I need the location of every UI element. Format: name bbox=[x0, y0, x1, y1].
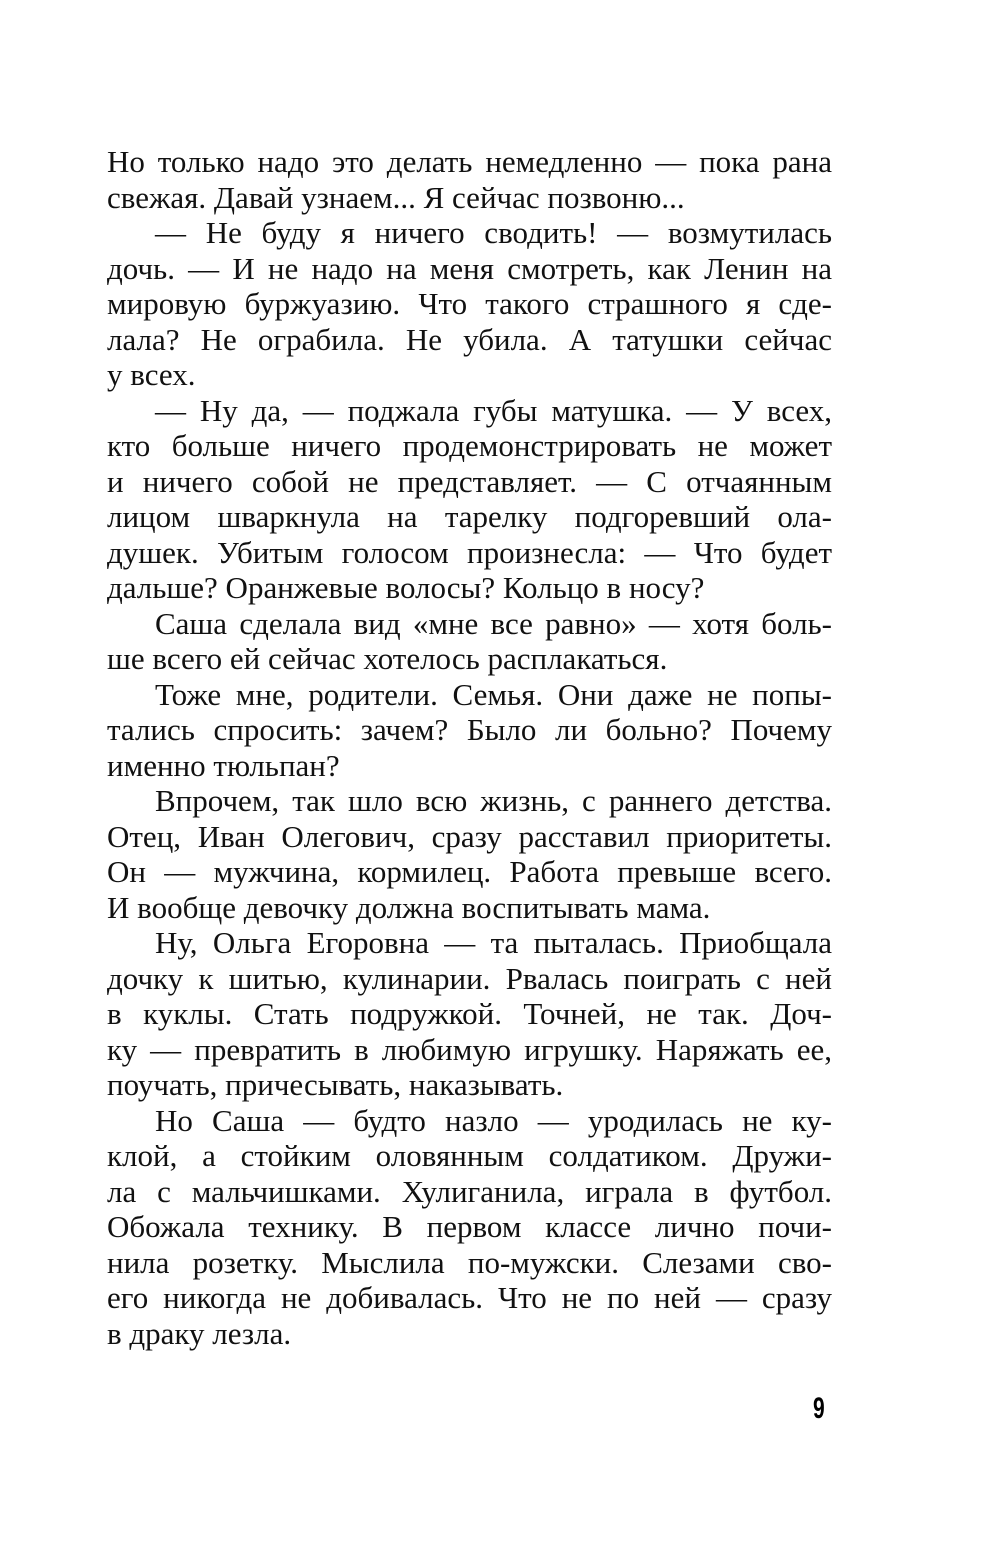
text-line: дочку к шитью, кулинарии. Рвалась поиграть с ней bbox=[107, 960, 832, 996]
text-line: ку — превратить в любимую игрушку. Наряжать ее, bbox=[107, 1031, 832, 1067]
text-line: ла с мальчишками. Хулиганила, играла в футбол. bbox=[107, 1173, 832, 1209]
text-line: у всех. bbox=[107, 357, 196, 392]
text-line: свежая. Давай узнаем... Я сейчас позвоню... bbox=[107, 179, 685, 215]
text-line: лала? Не ограбила. Не убила. А татушки сейчас bbox=[107, 321, 832, 357]
text-line: Тоже мне, родители. Семья. Они даже не попы- bbox=[155, 676, 832, 712]
body-text bbox=[107, 144, 832, 1351]
text-line: Ну, Ольга Егоровна — та пыталась. Приобщала bbox=[155, 925, 832, 960]
page-number: 9 bbox=[813, 1392, 825, 1425]
paragraph bbox=[107, 1103, 832, 1352]
text-line: — Ну да, — поджала губы матушка. — У всех, bbox=[155, 392, 832, 428]
text-line: тались спросить: зачем? Было ли больно? Почему bbox=[107, 712, 832, 747]
text-line: дальше? Оранжевые волосы? Кольцо в носу? bbox=[107, 570, 705, 605]
text-line: ше всего ей сейчас хотелось расплакаться. bbox=[107, 641, 668, 676]
text-line: Но только надо это делать немедленно — пока рана bbox=[107, 144, 832, 179]
text-line: Отец, Иван Олегович, сразу расставил приоритеты. bbox=[107, 818, 832, 854]
text-line: Саша сделала вид «мне все равно» — хотя боль- bbox=[155, 605, 832, 641]
text-line: мировую буржуазию. Что такого страшного я сде- bbox=[107, 286, 832, 321]
paragraph bbox=[107, 144, 832, 215]
text-line: в куклы. Стать подружкой. Точней, не так. Доч- bbox=[107, 996, 832, 1031]
text-line: нила розетку. Мыслила по-мужски. Слезами сво- bbox=[107, 1244, 832, 1280]
text-line: душек. Убитым голосом произнесла: — Что будет bbox=[107, 534, 832, 570]
text-line: в драку лезла. bbox=[107, 1315, 292, 1351]
text-line: лицом шваркнула на тарелку подгоревший ола- bbox=[107, 499, 832, 534]
paragraph bbox=[107, 393, 832, 606]
text-line: — Не буду я ничего сводить! — возмутилась bbox=[155, 215, 832, 250]
text-line: его никогда не добивалась. Что не по ней — сразу bbox=[107, 1280, 832, 1315]
paragraph bbox=[107, 606, 832, 677]
paragraph bbox=[107, 215, 832, 393]
text-line: и ничего собой не представляет. — С отчаянным bbox=[107, 463, 832, 499]
text-line: именно тюльпан? bbox=[107, 747, 340, 783]
text-line: Но Саша — будто назло — уродилась не ку- bbox=[155, 1102, 832, 1138]
text-line: дочь. — И не надо на меня смотреть, как Ленин на bbox=[107, 250, 832, 286]
text-line: Впрочем, так шло всю жизнь, с раннего детства. bbox=[155, 783, 832, 818]
paragraph bbox=[107, 677, 832, 784]
text-line: Он — мужчина, кормилец. Работа превыше всего. bbox=[107, 854, 832, 889]
text-line: Обожала технику. В первом классе лично почи- bbox=[107, 1209, 832, 1244]
text-line: клой, а стойким оловянным солдатиком. Дружи- bbox=[107, 1138, 832, 1173]
paragraph bbox=[107, 925, 832, 1103]
text-line: поучать, причесывать, наказывать. bbox=[107, 1067, 564, 1102]
paragraph bbox=[107, 783, 832, 925]
text-line: кто больше ничего продемонстрировать не может bbox=[107, 428, 832, 463]
text-line: И вообще девочку должна воспитывать мама. bbox=[107, 889, 711, 925]
